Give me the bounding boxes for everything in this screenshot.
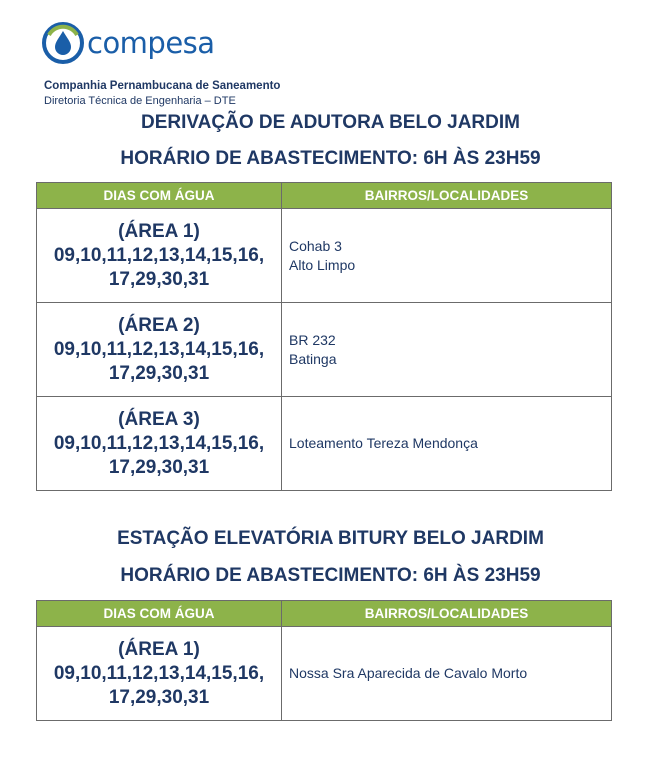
section-2-table: [36, 600, 612, 721]
days-cell: [37, 397, 282, 491]
places-cell: [282, 397, 612, 491]
place-name: BR 232: [289, 331, 336, 348]
section-2-schedule: HORÁRIO DE ABASTECIMENTO: 6H ÀS 23H59: [120, 565, 541, 586]
water-drop-icon: [42, 22, 84, 64]
table-header-row: [37, 601, 612, 627]
table-header-row: [37, 183, 612, 209]
section-1-schedule: HORÁRIO DE ABASTECIMENTO: 6H ÀS 23H59: [120, 148, 541, 169]
table-row: [37, 303, 612, 397]
table-row: [37, 397, 612, 491]
table-row: [37, 209, 612, 303]
days-line: 17,29,30,31: [108, 362, 210, 384]
days-line: 17,29,30,31: [108, 686, 210, 708]
area-label: (ÁREA 1): [118, 220, 200, 242]
days-line: 09,10,11,12,13,14,15,16,: [53, 662, 265, 684]
days-cell: [37, 303, 282, 397]
table-row: [37, 627, 612, 721]
area-label: (ÁREA 2): [118, 314, 200, 336]
section-1-title: DERIVAÇÃO DE ADUTORA BELO JARDIM: [141, 112, 520, 133]
days-line: 09,10,11,12,13,14,15,16,: [53, 432, 265, 454]
days-line: 09,10,11,12,13,14,15,16,: [53, 244, 265, 266]
place-name: Cohab 3: [289, 237, 342, 254]
place-name: Batinga: [289, 350, 337, 367]
place-name: Nossa Sra Aparecida de Cavalo Morto: [289, 665, 528, 681]
section-2-title: ESTAÇÃO ELEVATÓRIA BITURY BELO JARDIM: [117, 528, 544, 549]
days-cell: [37, 209, 282, 303]
days-cell: [37, 627, 282, 721]
area-label: (ÁREA 1): [118, 638, 200, 660]
place-name: Alto Limpo: [289, 256, 356, 273]
logo-wordmark: compesa: [87, 25, 215, 60]
directorate-name: Diretoria Técnica de Engenharia – DTE: [44, 95, 236, 107]
column-header-days: DIAS COM ÁGUA: [37, 601, 282, 627]
places-cell: [282, 209, 612, 303]
compesa-logo: [42, 22, 215, 64]
days-line: 17,29,30,31: [108, 268, 210, 290]
column-header-places: BAIRROS/LOCALIDADES: [282, 183, 612, 209]
column-header-places: BAIRROS/LOCALIDADES: [282, 601, 612, 627]
company-name: Companhia Pernambucana de Saneamento: [44, 80, 281, 92]
column-header-days: DIAS COM ÁGUA: [37, 183, 282, 209]
days-line: 09,10,11,12,13,14,15,16,: [53, 338, 265, 360]
places-cell: [282, 627, 612, 721]
area-label: (ÁREA 3): [118, 408, 200, 430]
place-name: Loteamento Tereza Mendonça: [289, 435, 478, 451]
places-cell: [282, 303, 612, 397]
days-line: 17,29,30,31: [108, 456, 210, 478]
section-1-table: [36, 182, 612, 491]
